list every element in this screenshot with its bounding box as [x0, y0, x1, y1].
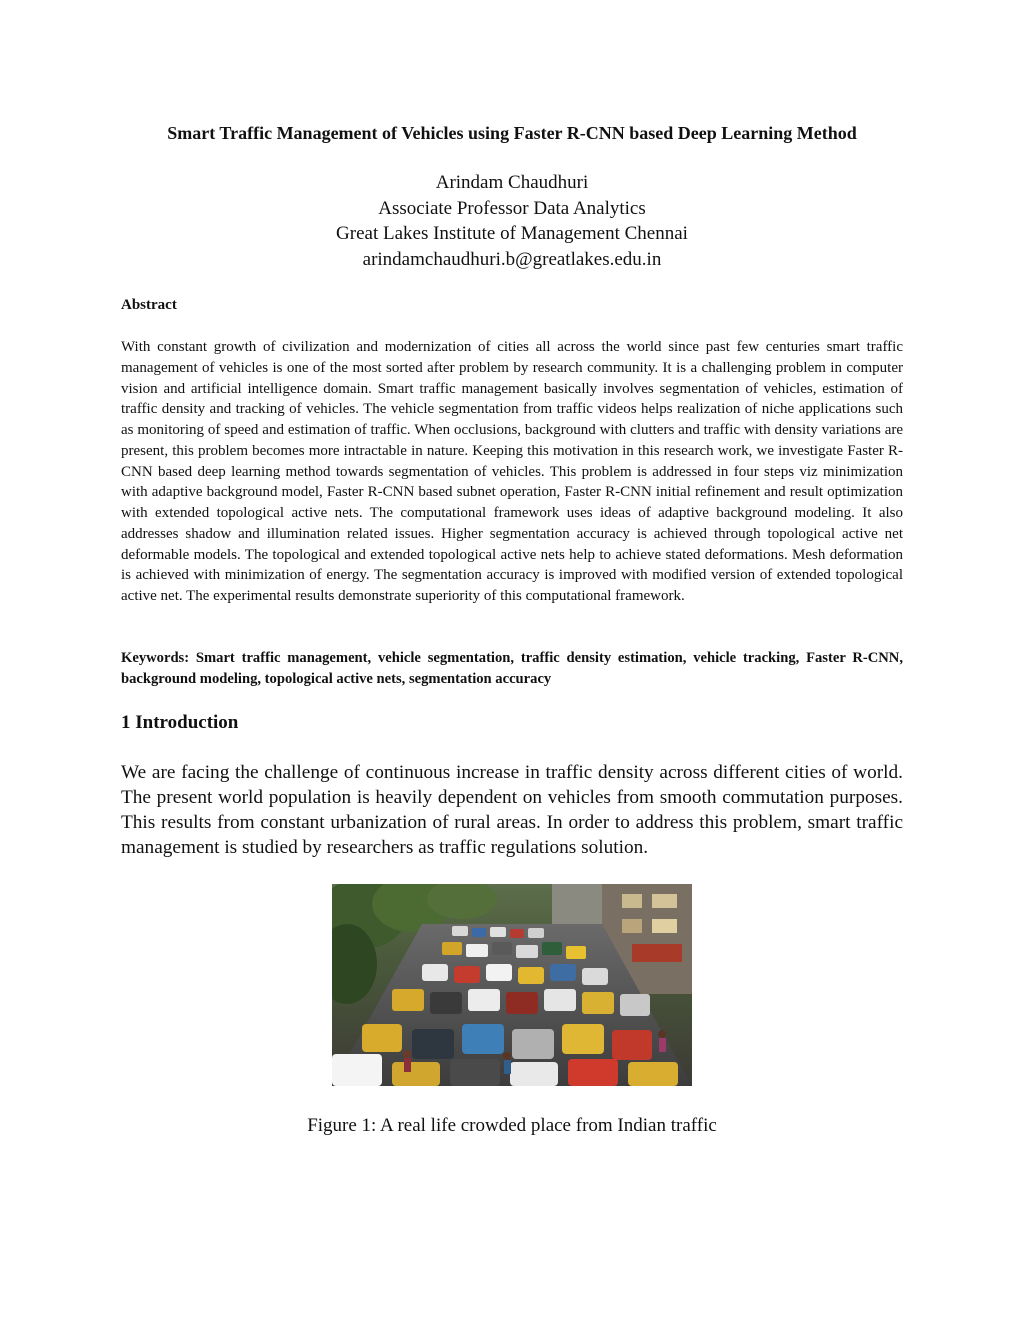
paper-title: Smart Traffic Management of Vehicles using Faster R-CNN based Deep Learning Method: [167, 123, 857, 143]
keywords: Keywords: Smart traffic management, vehicle segmentation, traffic density estimation, vehicle tracking, Faster R-CNN, background modeling, topological active nets, segmentation accuracy: [121, 650, 903, 687]
traffic-photo: [332, 884, 692, 1086]
author-block: [212, 170, 812, 272]
introduction-heading: 1 Introduction: [121, 712, 239, 733]
author-name: Arindam Chaudhuri: [435, 172, 589, 193]
author-position: Associate Professor Data Analytics: [378, 197, 646, 219]
author-email: arindamchaudhuri.b@greatlakes.edu.in: [362, 248, 662, 270]
introduction-text: We are facing the challenge of continuous increase in traffic density across different cities of world. The present world population is heavily dependent on vehicles from smooth commutation purposes. This results from constant urbanization of rural areas. In order to address this problem, smart traffic management is studied by researchers as traffic regulations solution.: [121, 762, 903, 858]
figure-caption: Figure 1: A real life crowded place from Indian traffic: [307, 1115, 717, 1136]
abstract-text: With constant growth of civilization and modernization of cities all across the world since past few centuries smart traffic management of vehicles is one of the most sorted after problem by research community. It is a challenging problem in computer vision and artificial intelligence domain. Smart traffic management basically involves segmentation of vehicles, estimation of traffic density and tracking of vehicles. The vehicle segmentation from traffic videos helps realization of niche applications such as monitoring of speed and estimation of traffic. When occlusions, background with clutters and traffic with density variations are present, this problem becomes more intractable in nature. Keeping this motivation in this research work, we investigate Faster R-CNN based deep learning method towards segmentation of vehicles. This problem is addressed in four steps viz minimization with adaptive background model, Faster R-CNN based subnet operation, Faster R-CNN initial refinement and result optimization with extended topological active nets. The computational framework uses ideas of adaptive background modeling. It also addresses shadow and illumination related issues. Higher segmentation accuracy is achieved through topological active net deformable models. The topological and extended topological active nets help to achieve stated deformations. Mesh deformation is achieved with minimization of energy. The segmentation accuracy is improved with modified version of extended topological active net. The experimental results demonstrate superiority of this computational framework.: [121, 339, 903, 604]
author-affiliation: Great Lakes Institute of Management Chennai: [336, 223, 688, 244]
abstract-heading: Abstract: [121, 297, 177, 313]
